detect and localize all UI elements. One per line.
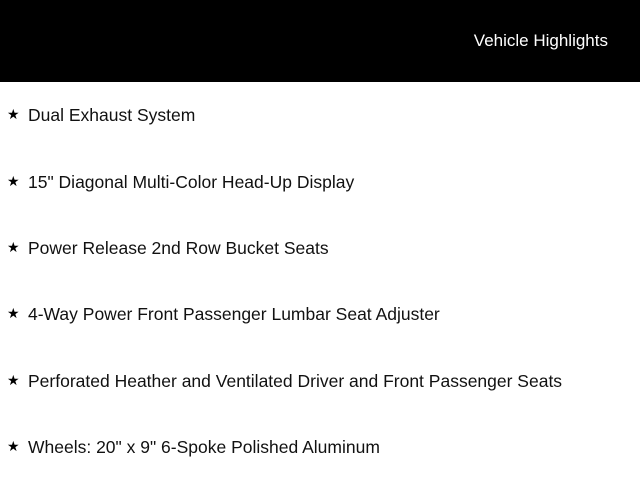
header-bar (0, 0, 640, 82)
list-item (0, 171, 640, 195)
star-icon: ★ (7, 373, 20, 389)
highlight-label: Power Release 2nd Row Bucket Seats (28, 238, 329, 258)
star-icon: ★ (7, 107, 20, 123)
highlight-label: 15" Diagonal Multi-Color Head-Up Display (28, 172, 355, 192)
list-item (0, 303, 640, 327)
star-icon: ★ (7, 174, 20, 190)
list-item (0, 370, 640, 394)
highlight-label: 4-Way Power Front Passenger Lumbar Seat Adjuster (28, 304, 440, 324)
highlight-label: Dual Exhaust System (28, 105, 196, 125)
star-icon: ★ (7, 439, 20, 455)
list-item (0, 436, 640, 460)
list-item (0, 237, 640, 261)
star-icon: ★ (7, 240, 20, 256)
page-title: Vehicle Highlights (473, 31, 608, 50)
star-icon: ★ (7, 306, 20, 322)
list-item (0, 104, 640, 128)
highlight-label: Perforated Heather and Ventilated Driver and Front Passenger Seats (28, 371, 563, 391)
highlight-label: Wheels: 20" x 9" 6-Spoke Polished Aluminum (28, 437, 380, 457)
